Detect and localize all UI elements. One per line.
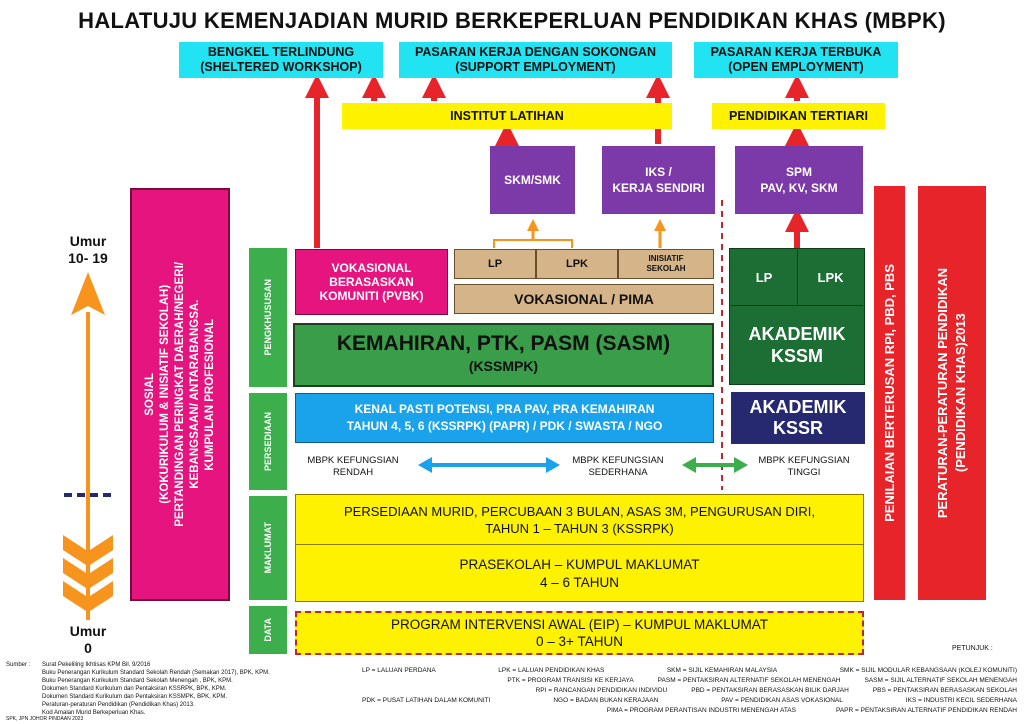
tinggi-line2: TINGGI bbox=[787, 467, 821, 478]
box-pendidikan-tertiari: PENDIDIKAN TERTIARI bbox=[712, 103, 885, 129]
label-kefungsian-tinggi bbox=[748, 454, 860, 480]
box-open-line2: (OPEN EMPLOYMENT) bbox=[728, 60, 864, 74]
label-umur-bottom bbox=[50, 622, 126, 658]
spm-line1: SPM bbox=[785, 165, 812, 179]
petunjuk-row bbox=[362, 706, 1017, 716]
box-sosial bbox=[130, 188, 230, 601]
sosial-line3: PERTANDINGAN PERINGKAT DAERAH/NEGERI/ bbox=[173, 262, 186, 527]
petunjuk-item: LPK = LALUAN PENDIDIKAN KHAS bbox=[498, 667, 605, 674]
sumber-item: Buku Penerangan Kurikulum Standard Sekolah Rendah (Semakan 2017), BPK, KPM. bbox=[42, 670, 270, 676]
petunjuk-row bbox=[362, 686, 1017, 696]
petunjuk-row bbox=[362, 676, 1017, 686]
kemahiran-line2: (KSSMPK) bbox=[468, 358, 539, 374]
stage-maklumat-label: MAKLUMAT bbox=[263, 522, 273, 574]
sumber-list bbox=[42, 661, 302, 717]
box-prasekolah bbox=[296, 546, 863, 601]
stage-data-label: DATA bbox=[263, 618, 273, 642]
peraturan-line2: (PENDIDIKAN KHAS)2013 bbox=[953, 313, 968, 473]
petunjuk-legend bbox=[362, 666, 1017, 716]
box-akademik-kssm bbox=[731, 306, 863, 383]
umur-bottom-line2: 0 bbox=[84, 640, 92, 656]
stage-pengkhususan-label: PENGKHUSUSAN bbox=[263, 279, 273, 356]
umur-bottom-line1: Umur bbox=[69, 623, 107, 639]
box-lpk-right: LPK bbox=[798, 250, 863, 306]
petunjuk-item: SASM = SIJIL ALTERNATIF SEKOLAH MENENGAH bbox=[864, 677, 1017, 684]
sumber-item: Peraturan-peraturan Pendidikan (Pendidikan Khas) 2013. bbox=[42, 702, 195, 708]
umur-top-line2: 10- 19 bbox=[68, 250, 108, 266]
sosial-line2: (KOKURIKULUM & INISIATIF SEKOLAH) bbox=[158, 285, 171, 504]
sumber-item: Buku Penerangan Kurikulum Standard Sekolah Menengah , BPK, KPM. bbox=[42, 678, 233, 684]
petunjuk-item: SMK = SIJIL MODULAR KEBANGSAAN (KOLEJ KOMUNITI) bbox=[839, 667, 1017, 674]
box-penilaian-berterusan bbox=[874, 186, 905, 600]
petunjuk-item: PIMA = PROGRAM PERANTISAN INDUSTRI MENENGAH ATAS bbox=[606, 707, 796, 714]
petunjuk-item: PBS = PENTAKSIRAN BERASASKAN SEKOLAH bbox=[872, 687, 1017, 694]
eip-line1: PROGRAM INTERVENSI AWAL (EIP) – KUMPUL MAKLUMAT bbox=[390, 617, 769, 632]
box-lp-right: LP bbox=[731, 250, 798, 306]
credit-text: SPK, JPN JOHOR PINDAAN 2023 bbox=[6, 716, 84, 722]
sumber-item: Kod Amalan Murid Berkeperluan Khas. bbox=[42, 710, 146, 716]
box-sheltered-workshop bbox=[179, 42, 383, 78]
prasekolah-line1: PRASEKOLAH – KUMPUL MAKLUMAT bbox=[459, 556, 700, 572]
rendah-line2: RENDAH bbox=[332, 467, 374, 478]
petunjuk-item: PBD = PENTAKSIRAN BERASASKAN BILIK DARJAH bbox=[691, 687, 849, 694]
age-arrow-head bbox=[71, 272, 105, 315]
petunjuk-item: LP = LALUAN PERDANA bbox=[362, 667, 436, 674]
box-kemahiran-ptk-pasm bbox=[293, 323, 714, 387]
petunjuk-item: PAPR = PENTAKSIRAN ALTERNATIF PENDIDIKAN RENDAH bbox=[835, 707, 1017, 714]
sumber-item: Dokumen Standard Kurikulum dan Pentaksiran KSSRPK, BPK, KPM. bbox=[42, 686, 227, 692]
sumber-item: Surat Pekeliling Ikhtisas KPM Bil. 9/2016 bbox=[42, 662, 151, 668]
prasekolah-line2: 4 – 6 TAHUN bbox=[539, 574, 620, 590]
pvbk-line1: VOKASIONAL bbox=[331, 261, 412, 275]
box-skm-smk: SKM/SMK bbox=[490, 146, 575, 214]
petunjuk-item: IKS = INDUSTRI KECIL SEDERHANA bbox=[905, 697, 1017, 704]
stage-persediaan-label: PERSEDIAAN bbox=[263, 411, 273, 471]
box-lpk: LPK bbox=[536, 249, 618, 279]
akademik-kssm-line2: KSSM bbox=[770, 345, 823, 366]
kenal-pasti-line1: KENAL PASTI POTENSI, PRA PAV, PRA KEMAHIRAN bbox=[354, 402, 655, 416]
spm-line2: PAV, KV, SKM bbox=[760, 181, 838, 195]
sederhana-line1: MBPK KEFUNGSIAN bbox=[572, 455, 664, 466]
iks-line2: KERJA SENDIRI bbox=[612, 181, 705, 195]
bracket-lp-lpk bbox=[494, 240, 572, 248]
kemahiran-line1: KEMAHIRAN, PTK, PASM (SASM) bbox=[336, 332, 671, 355]
box-support-line2: (SUPPORT EMPLOYMENT) bbox=[455, 60, 616, 74]
petunjuk-item: PTK = PROGRAM TRANSISI KE KERJAYA bbox=[507, 677, 634, 684]
box-peraturan bbox=[918, 186, 986, 600]
box-support-employment bbox=[399, 42, 672, 78]
box-sheltered-line2: (SHELTERED WORKSHOP) bbox=[200, 60, 362, 74]
box-open-line1: PASARAN KERJA TERBUKA bbox=[710, 45, 882, 59]
page-title: HALATUJU KEMENJADIAN MURID BERKEPERLUAN PENDIDIKAN KHAS (MBPK) bbox=[78, 8, 946, 33]
box-akademik-kssr bbox=[731, 392, 865, 444]
akademik-kssr-line2: KSSR bbox=[772, 418, 823, 438]
box-institut-latihan: INSTITUT LATIHAN bbox=[342, 103, 672, 129]
box-program-eip bbox=[295, 611, 864, 655]
rendah-line1: MBPK KEFUNGSIAN bbox=[307, 455, 399, 466]
box-sheltered-line1: BENGKEL TERLINDUNG bbox=[207, 45, 355, 59]
akademik-kssr-line1: AKADEMIK bbox=[749, 397, 847, 417]
tinggi-line1: MBPK KEFUNGSIAN bbox=[758, 455, 850, 466]
akademik-kssm-line1: AKADEMIK bbox=[748, 323, 846, 344]
pvbk-line2: BERASASKAN bbox=[329, 275, 414, 289]
sumber-item: Dokumen Standard Kurikulum dan Pentaksiran KSSMPK, BPK, KPM. bbox=[42, 694, 228, 700]
box-persediaan-murid bbox=[296, 495, 863, 545]
petunjuk-row bbox=[362, 666, 1017, 676]
label-kefungsian-sederhana bbox=[560, 454, 676, 480]
stage-data bbox=[247, 604, 289, 656]
petunjuk-item: PDK = PUSAT LATIHAN DALAM KOMUNITI bbox=[362, 697, 491, 704]
umur-top-line1: Umur bbox=[69, 233, 107, 249]
pvbk-line3: KOMUNITI (PVBK) bbox=[319, 289, 424, 303]
persediaan-murid-line1: PERSEDIAAN MURID, PERCUBAAN 3 BULAN, ASAS 3M, PENGURUSAN DIRI, bbox=[344, 503, 815, 519]
inisiatif-line2: SEKOLAH bbox=[646, 264, 686, 273]
penilaian-text: PENILAIAN BERTERUSAN RPI, PBD, PBS bbox=[882, 264, 897, 522]
box-inisiatif-sekolah bbox=[618, 249, 714, 279]
sosial-line5: KUMPULAN PROFESIONAL bbox=[203, 318, 216, 471]
kenal-pasti-line2: TAHUN 4, 5, 6 (KSSRPK) (PAPR) / PDK / SWASTA / NGO bbox=[346, 419, 663, 433]
sosial-line4: KEBANGSAAN/ ANTARABANGSA. bbox=[188, 299, 201, 490]
box-support-line1: PASARAN KERJA DENGAN SOKONGAN bbox=[415, 45, 656, 59]
box-lp: LP bbox=[454, 249, 536, 279]
box-spm bbox=[735, 146, 863, 214]
petunjuk-item: PASM = PENTAKSIRAN ALTERNATIF SEKOLAH MENENGAH bbox=[657, 677, 841, 684]
box-kenal-pasti bbox=[295, 393, 714, 443]
petunjuk-item: NGO = BADAN BUKAN KERAJAAN bbox=[553, 697, 659, 704]
eip-line2: 0 – 3+ TAHUN bbox=[536, 634, 623, 649]
petunjuk-item: RPI = RANCANGAN PENDIDIKAN INDIVIDU bbox=[535, 687, 668, 694]
box-pvbk bbox=[295, 249, 448, 315]
box-iks-kerja-sendiri bbox=[602, 146, 715, 214]
persediaan-murid-line2: TAHUN 1 – TAHUN 3 (KSSRPK) bbox=[485, 520, 674, 536]
sederhana-line2: SEDERHANA bbox=[588, 467, 648, 478]
petunjuk-row bbox=[362, 696, 1017, 706]
petunjuk-item: SKM = SIJIL KEMAHIRAN MALAYSIA bbox=[666, 667, 778, 674]
peraturan-line1: PERATURAN-PERATURAN PENDIDIKAN bbox=[935, 267, 950, 519]
petunjuk-label: PETUNJUK : bbox=[952, 645, 993, 652]
stage-maklumat bbox=[247, 494, 289, 602]
iks-line1: IKS / bbox=[645, 165, 672, 179]
stage-persediaan bbox=[247, 391, 289, 492]
stage-pengkhususan bbox=[247, 246, 289, 389]
sosial-line1: SOSIAL bbox=[143, 373, 156, 416]
sumber-label: Sumber : bbox=[6, 662, 31, 668]
box-open-employment bbox=[694, 42, 898, 78]
inisiatif-line1: INISIATIF bbox=[648, 254, 684, 263]
label-kefungsian-rendah bbox=[298, 454, 408, 480]
label-umur-top bbox=[50, 232, 126, 268]
box-vokasional-pima: VOKASIONAL / PIMA bbox=[454, 284, 714, 314]
petunjuk-item: PAV = PENDIDIKAN ASAS VOKASIONAL bbox=[721, 697, 843, 704]
